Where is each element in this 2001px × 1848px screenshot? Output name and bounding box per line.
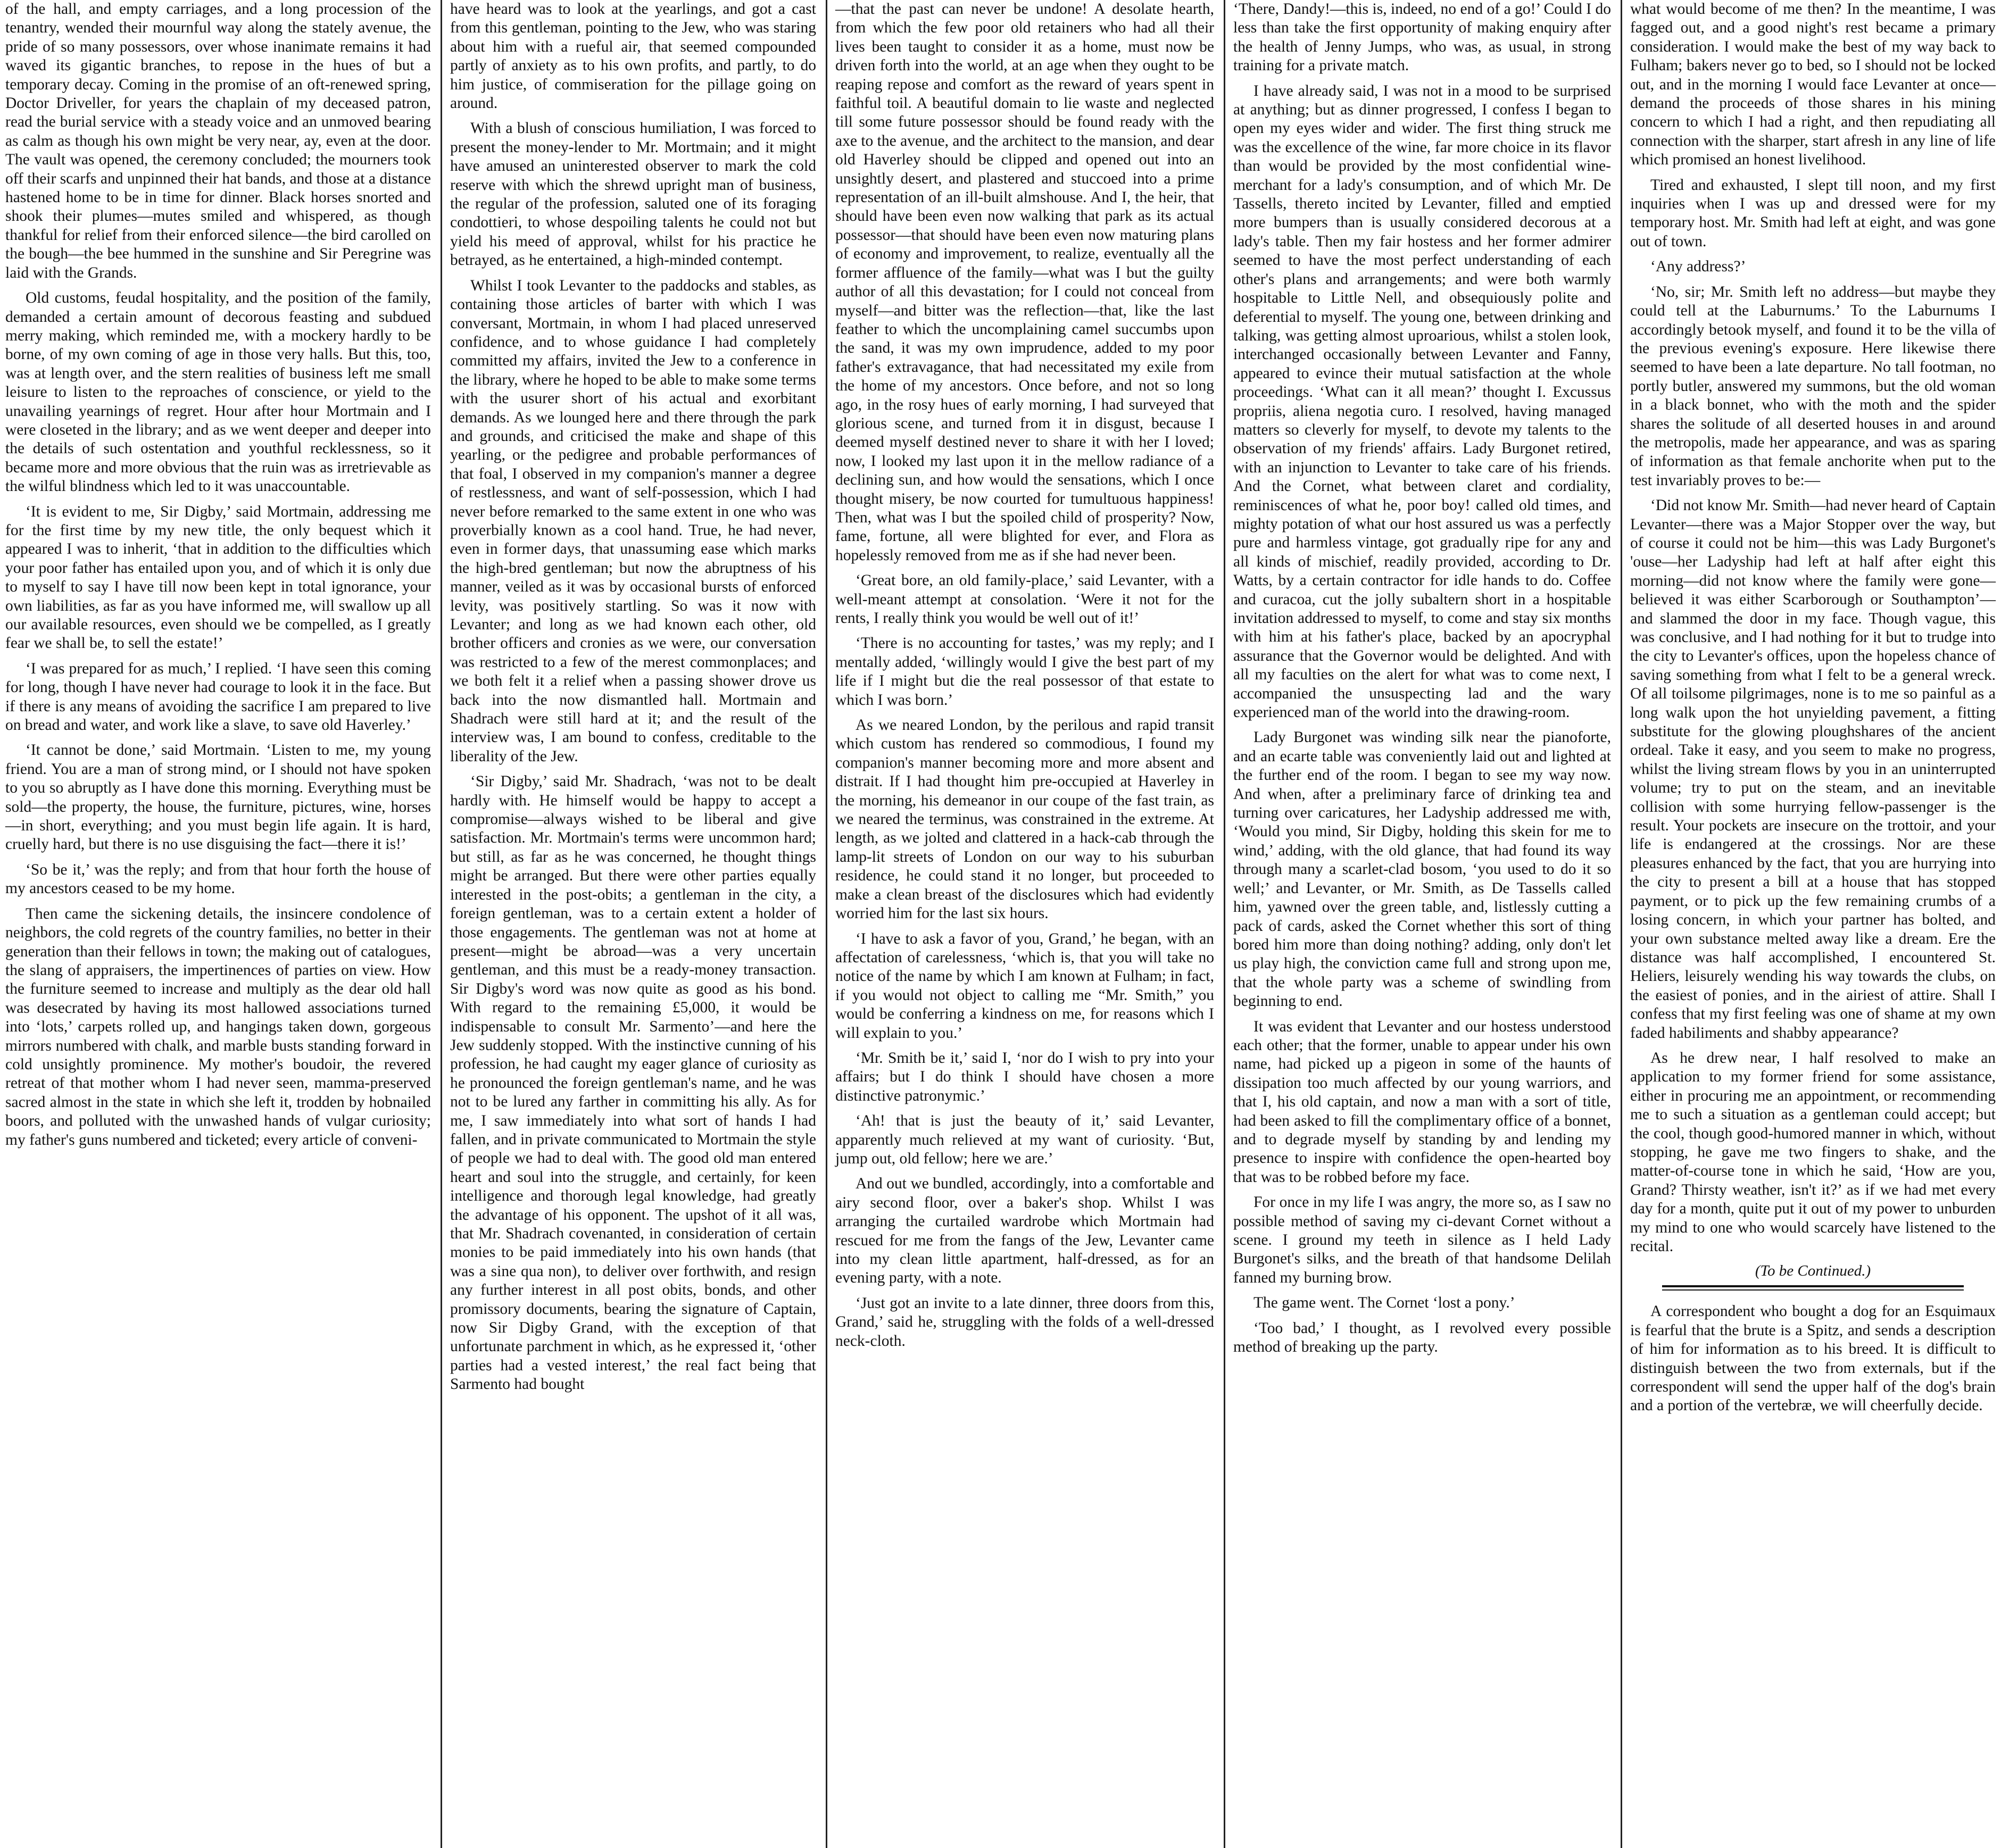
paragraph: As we neared London, by the perilous and rapid transit which custom has rendered so commodious, I found my companion's manner becoming more and more absent and distrait. If I had thought him pre-occupied at Haverley in the morning, his demeanor in our coupe of the fast train, as we neared the terminus, was constrained in the extreme. At length, as we jolted and clattered in a hack-cab through the lamp-lit streets of London on our way to his suburban residence, he could stand it no longer, but proceeded to make a clean breast of the disclosures which had evidently worried him for the last six hours.: [835, 717, 1214, 922]
paragraph: And out we bundled, accordingly, into a comfortable and airy second floor, over a baker's shop. Whilst I was arranging the curtailed wardrobe which Mortmain had rescued for me from the fangs of the Jew, Levanter came into my clean little apartment, half-dressed, as for an evening party, with a note.: [835, 1175, 1214, 1287]
column-3: [830, 0, 1219, 1848]
paragraph: ‘Too bad,’ I thought, as I revolved every possible method of breaking up the party.: [1233, 1319, 1611, 1356]
paragraph: The game went. The Cornet ‘lost a pony.’: [1253, 1294, 1515, 1312]
correspondent-note: A correspondent who bought a dog for an Esquimaux is fearful that the brute is a Spitz, and sends a description of him for information as to his breed. It is difficult to distinguish between the two from externals, but if the correspondent will send the upper half of the dog's brain and a portion of the vertebræ, we will cheerfully decide.: [1630, 1303, 1996, 1414]
paragraph: ‘There, Dandy!—this is, indeed, no end of a go!’ Could I do less than take the first opportunity of making enquiry after the health of Jenny Jumps, who was, as usual, in strong training for a private match.: [1233, 1, 1611, 74]
column-5: [1625, 0, 2001, 1848]
column-4: [1228, 0, 1616, 1848]
paragraph: ‘Just got an invite to a late dinner, three doors from this, Grand,’ said he, struggling with the folds of a well-dressed neck-cloth.: [835, 1294, 1214, 1350]
paragraph: —that the past can never be undone! A desolate hearth, from which the few poor old retainers who had all their lives been taught to consider it as a home, must now be driven forth into the world, at an age when they ought to be reaping repose and comfort as the reward of years spent in faithful toil. A beautiful domain to lie waste and neglected till some future possessor should be found ready with the axe to the avenue, and the architect to the mansion, and dear old Haverley should be clipped and opened out into an unsightly desert, and plastered and stuccoed into a prime representation of an ill-built almshouse. And I, the heir, that should have been even now walking that park as its actual possessor—that should have been even now maturing plans of economy and improvement, to realize, eventually all the former affluence of the family—what was I but the guilty author of all this devastation; for I could not conceal from myself—and bitter was the reflection—that, like the last feather to which the uncomplaining camel succumbs upon the sand, it was my own imprudence, added to my poor father's extravagance, that had necessitated my exile from the home of my ancestors. Once before, and not so long ago, in the rosy hues of early morning, I had surveyed that glorious scene, and turned from it in disgust, because I deemed myself destined never to share it with her I loved; now, I looked my last upon it in the mellow radiance of a declining sun, and how would the sensations, which I once thought misery, be now courted for tumultuous happiness! Then, what was I but the spoiled child of prosperity? Now, fame, fortune, all were blighted for ever, and Flora as hopelessly removed from me as if she had never been.: [835, 1, 1214, 564]
paragraph: ‘Mr. Smith be it,’ said I, ‘nor do I wish to pry into your affairs; but I do think I should have chosen a more distinctive patronymic.’: [835, 1049, 1214, 1104]
paragraph: ‘It cannot be done,’ said Mortmain. ‘Listen to me, my young friend. You are a man of strong mind, or I should not have spoken to you so abruptly as I have done this morning. Everything must be sold—the property, the house, the furniture, pictures, wine, horses—in short, everything; and you must begin life again. It is hard, cruelly hard, but there is no use disguising the fact—there it is!’: [5, 742, 431, 853]
paragraph: ‘There is no accounting for tastes,’ was my reply; and I mentally added, ‘willingly would I give the best part of my life if I might but die the real possessor of that estate to which I was born.’: [835, 635, 1214, 709]
paragraph: For once in my life I was angry, the more so, as I saw no possible method of saving my ci-devant Cornet without a scene. I ground my teeth in silence as I held Lady Burgonet's silks, and the breath of that handsome Delilah fanned my burning brow.: [1233, 1194, 1611, 1286]
to-be-continued: (To be Continued.): [1755, 1262, 1871, 1280]
paragraph: ‘I was prepared for as much,’ I replied. ‘I have seen this coming for long, though I have never had courage to look it in the face. But if there is any means of avoiding the sacrifice I am prepared to live on bread and water, and work like a slave, to save old Haverley.’: [5, 660, 431, 734]
column-rule: [441, 0, 442, 1848]
section-divider: [1662, 1285, 1964, 1291]
paragraph: ‘It is evident to me, Sir Digby,’ said Mortmain, addressing me for the first time by my new title, the only bequest which it appeared I was to inherit, ‘that in addition to the difficulties which your poor father has entailed upon you, and of which it is only due to myself to say I have till now been kept in total ignorance, your own liabilities, as far as you have informed me, will swallow up all our available resources, even should we be compelled, as I greatly fear we shall be, to sell the estate!’: [5, 503, 431, 652]
paragraph: of the hall, and empty carriages, and a long procession of the tenantry, wended their mournful way along the stately avenue, the pride of so many possessors, over whose inanimate remains it had waved its gigantic branches, to repose in the hues of but a temporary decay. Coming in the promise of an oft-renewed spring, Doctor Driveller, for years the chaplain of my deceased patron, read the burial service with a steady voice and an unmoved bearing as calm as though his own might be very near, ay, even at the door. The vault was opened, the ceremony concluded; the mourners took off their scarfs and unpinned their hat bands, and those at a distance hastened home to be in time for dinner. Black horses snorted and shook their plumes—mutes smiled and whispered, as though thankful for relief from their enforced silence—the bird carolled on the bough—the bee hummed in the sunshine and Sir Peregrine was laid with the Grands.: [5, 1, 431, 281]
paragraph: With a blush of conscious humiliation, I was forced to present the money-lender to Mr. Mortmain; and it might have amused an uninterested observer to mark the cold reserve with which the shrewd upright man of business, the regular of the profession, saluted one of its foraging condottieri, to whose despoiling talents he could not but yield his meed of approval, whilst for his practice he betrayed, as he entertained, a high-minded contempt.: [450, 120, 816, 269]
paragraph: ‘Sir Digby,’ said Mr. Shadrach, ‘was not to be dealt hardly with. He himself would be happy to accept a compromise—always wished to be liberal and give satisfaction. Mr. Mortmain's terms were uncommon hard; but still, as far as he was concerned, he thought things might be arranged. But there were other parties equally interested in the post-obits; a gentleman in the city, a foreign gentleman, was to a certain extent a holder of those engagements. The gentleman was not at home at present—might be abroad—was a very uncertain gentleman, and this must be a ready-money transaction. Sir Digby's word was now quite as good as his bond. With regard to the remaining £5,000, it would be indispensable to consult Mr. Sarmento’—and here the Jew suddenly stopped. With the instinctive cunning of his profession, he had caught my eager glance of curiosity as he pronounced the foreign gentleman's name, and he was not to be lured any farther in committing his ally. As for me, I saw immediately into what sort of hands I had fallen, and in private communicated to Mortmain the style of people we had to deal with. The good old man entered heart and soul into the struggle, and certainly, for keen intelligence and thorough legal knowledge, had greatly the advantage of his opponent. The upshot of it all was, that Mr. Shadrach covenanted, in consideration of certain monies to be paid immediately into his own hands (that was a sine qua non), to deliver over forthwith, and resign any further interest in all post obits, bonds, and other promissory documents, bearing the signature of Captain, now Sir Digby Grand, with the exception of that unfortunate parchment in which, as he expressed it, ‘other parties had a vested interest,’ the real fact being that Sarmento had bought: [450, 773, 816, 1393]
paragraph: Tired and exhausted, I slept till noon, and my first inquiries when I was up and dressed were for my temporary host. Mr. Smith had left at eight, and was gone out of town.: [1630, 176, 1996, 250]
paragraph: ‘Ah! that is just the beauty of it,’ said Levanter, apparently much relieved at my want of curiosity. ‘But, jump out, old fellow; here we are.’: [835, 1112, 1214, 1167]
paragraph: As he drew near, I half resolved to make an application to my former friend for some assistance, either in procuring me an appointment, or recommending me to such a situation as a gentleman could accept; but the cool, though good-humored manner in which, without stopping, he gave me two fingers to shake, and the matter-of-course tone in which he said, ‘How are you, Grand? Thirsty weather, isn't it?’ as if we had met every day for a month, quite put it out of my power to unburden my mind to one who would scarcely have listened to the recital.: [1630, 1049, 1996, 1255]
paragraph: what would become of me then? In the meantime, I was fagged out, and a good night's rest became a primary consideration. I would make the best of my way back to Fulham; bakers never go to bed, so I should not be locked out, and in the morning I would face Levanter at once—demand the proceeds of those shares in his mining concern to which I had a right, and then repudiating all connection with the sharper, start afresh in any line of life which promised an honest livelihood.: [1630, 1, 1996, 169]
paragraph: have heard was to look at the yearlings, and got a cast from this gentleman, pointing to the Jew, who was staring about him with a rueful air, that seemed compounded partly of anxiety as to his own profits, and partly, to do him justice, of commiseration for the pillage going on around.: [450, 1, 816, 112]
paragraph: ‘Any address?’: [1650, 258, 1746, 276]
column-rule: [1621, 0, 1622, 1848]
paragraph: Lady Burgonet was winding silk near the pianoforte, and an ecarte table was conveniently laid out and lighted at the further end of the room. I began to see my way now. And when, after a preliminary farce of drinking tea and turning over caricatures, her Ladyship addressed me with, ‘Would you mind, Sir Digby, holding this skein for me to wind,’ adding, with the old glance, that had found its way through many a scarlet-clad bosom, ‘you used to do it so well;’ and Levanter, or Mr. Smith, as De Tassells called him, yawned over the green table, and, listlessly cutting a pack of cards, asked the Cornet whether this sort of thing bored him more than doing nothing? adding, only don't let us play high, the conviction came full and strong upon me, that the whole party was a scheme of swindling from beginning to end.: [1233, 729, 1611, 1010]
column-rule: [1224, 0, 1225, 1848]
paragraph: I have already said, I was not in a mood to be surprised at anything; but as dinner progressed, I confess I began to open my eyes wider and wider. The first thing struck me was the excellence of the wine, far more choice in its flavor than would be provided by the most confidential wine-merchant for a lady's consumption, and of which Mr. De Tassells, thereto incited by Levanter, filled and emptied more bumpers than is usually considered decorous at a lady's table. Then my fair hostess and her former admirer seemed to have the most perfect understanding of each other's plans and arrangements; and were both warmly hospitable to Little Nell, and obsequiously polite and deferential to myself. The young one, between drinking and talking, was getting almost uproarious, whilst a stolen look, interchanged occasionally between Levanter and Fanny, appeared to evince their mutual satisfaction at the whole proceedings. ‘What can it all mean?’ thought I. Excussus propriis, aliena negotia curo. I resolved, having managed matters so cleverly for myself, to devote my talents to the observation of my friends' affairs. Lady Burgonet retired, with an injunction to Levanter to take care of his friends. And the Cornet, what between claret and cordiality, reminiscences of what he, poor boy! called old times, and mighty potation of what our host assured us was a perfectly pure and harmless vintage, got gradually ripe for any and all kinds of mischief, readily provided, according to Dr. Watts, by a certain contractor for idle hands to do. Coffee and curacoa, cut the jolly subaltern short in a hospitable invitation addressed to myself, to come and stay six months with him at his father's place, backed by an apocryphal assurance that the Governor would be delighted. And with all my faculties on the alert for what was to come next, I accompanied the unsuspecting lad and the wary experienced man of the world into the drawing-room.: [1233, 82, 1611, 721]
paragraph: It was evident that Levanter and our hostess understood each other; that the former, unable to appear under his own name, had picked up a pigeon in some of the haunts of dissipation too much affected by our young warriors, and that I, his old captain, and now a man with a sort of title, had been asked to fill the complimentary office of a bonnet, and to degrade myself by standing by and lending my presence to inspire with confidence the open-hearted boy that was to be robbed before my face.: [1233, 1018, 1611, 1186]
paragraph: Then came the sickening details, the insincere condolence of neighbors, the cold regrets of the country families, no better in their generation than their fellows in town; the making out of catalogues, the slang of appraisers, the impertinences of parties on view. How the furniture seemed to increase and multiply as the dear old hall was desecrated by having its most hallowed associations turned into ‘lots,’ carpets rolled up, and hangings taken down, gorgeous mirrors numbered with chalk, and marble busts standing forward in cold unsightly prominence. My mother's boudoir, the revered retreat of that mother whom I had never seen, mamma-preserved sacred almost in the state in which she left it, trodden by hobnailed boors, and polluted with the unwashed hands of vulgar curiosity; my father's guns numbered and ticketed; every article of conveni-: [5, 905, 431, 1148]
column-1: [0, 0, 436, 1848]
paragraph: ‘Great bore, an old family-place,’ said Levanter, with a well-meant attempt at consolation. ‘Were it not for the rents, I really think you would be well out of it!’: [835, 572, 1214, 627]
paragraph: ‘So be it,’ was the reply; and from that hour forth the house of my ancestors ceased to be my home.: [5, 861, 431, 897]
paragraph: ‘I have to ask a favor of you, Grand,’ he began, with an affectation of carelessness, ‘which is, that you will take no notice of the name by which I am known at Fulham; in fact, if you would not object to calling me “Mr. Smith,” you would be conferring a kindness on me, for reasons which I will explain to you.’: [835, 930, 1214, 1042]
paragraph: ‘No, sir; Mr. Smith left no address—but maybe they could tell at the Laburnums.’ To the Laburnums I accordingly betook myself, and found it to be the villa of the previous evening's exposure. Here likewise there seemed to have been a late departure. No tall footman, no portly butler, answered my summons, but the old woman in a black bonnet, who with the moth and the spider shares the solitude of all deserted houses in and around the metropolis, made her appearance, and was as sparing of information as that female anchorite when put to the test invariably proves to be:—: [1630, 283, 1996, 489]
column-2: [445, 0, 821, 1848]
paragraph: Old customs, feudal hospitality, and the position of the family, demanded a certain amount of decorous feasting and subdued merry making, which reminded me, with a mockery hardly to be borne, of my own coming of age in those very halls. But this, too, was at length over, and the stern realities of business left me small leisure to listen to the reproaches of conscience, or yield to the unavailing yearnings of regret. Hour after hour Mortmain and I were closeted in the library; and as we went deeper and deeper into the details of such ostentation and youthful recklessness, so it became more and more obvious that the ruin was as irretrievable as the wilful blindness which led to it was unaccountable.: [5, 289, 431, 495]
paragraph: ‘Did not know Mr. Smith—had never heard of Captain Levanter—there was a Major Stopper over the way, but of course it could not be him—this was Lady Burgonet's 'ouse—her Ladyship had left at half after eight this morning—did not know where the family were gone—believed it was either Scarborough or Southampton’—and slammed the door in my face. Though vague, this was conclusive, and I had nothing for it but to trudge into the city to Levanter's offices, upon the hopeless chance of saving something from what I felt to be a general wreck. Of all toilsome pilgrimages, none is to me so painful as a long walk upon the hot unyielding pavement, a fitting substitute for the glowing ploughshares of the ancient ordeal. Take it easy, and you seem to make no progress, whilst the living stream flows by you in an uninterrupted volume; try to put on the steam, and an inevitable collision with some hurrying fellow-passenger is the result. Your pockets are insecure on the trottoir, and your life is endangered at the crossings. Nor are these pleasures enhanced by the fact, that you are hurrying into the city to present a bill at a house that has stopped payment, or to pick up the few remaining crumbs of a losing concern, in which your partner has bolted, and your own substance melted away like a dream. Ere the distance was half accomplished, I encountered St. Heliers, leisurely wending his way towards the clubs, on the easiest of ponies, and in the airiest of attire. Shall I confess that my first feeling was one of shame at my own faded habiliments and shabby appearance?: [1630, 497, 1996, 1042]
paragraph: Whilst I took Levanter to the paddocks and stables, as containing those articles of barter with which I was conversant, Mortmain, in whom I had placed unreserved confidence, and to whose guidance I had completely committed my affairs, invited the Jew to a conference in the library, where he hoped to be able to make some terms with the usurer short of his actual and exorbitant demands. As we lounged here and there through the park and grounds, and criticised the make and shape of this yearling, or the pedigree and probable performances of that foal, I observed in my companion's manner a degree of restlessness, and want of self-possession, which I had never before remarked to the same extent in one who was proverbially known as a cool hand. True, he had never, even in former days, that unassuming ease which marks the high-bred gentleman; but now the abruptness of his manner, veiled as it was by occasional bursts of enforced levity, was positively startling. So was it now with Levanter; and long as we had known each other, old brother officers and cronies as we were, our conversation was restricted to a few of the merest commonplaces; and we both felt it a relief when a passing shower drove us back into the now dismantled hall. Mortmain and Shadrach were still hard at it; and the result of the interview was, I am bound to confess, creditable to the liberality of the Jew.: [450, 277, 816, 765]
column-rule: [826, 0, 827, 1848]
